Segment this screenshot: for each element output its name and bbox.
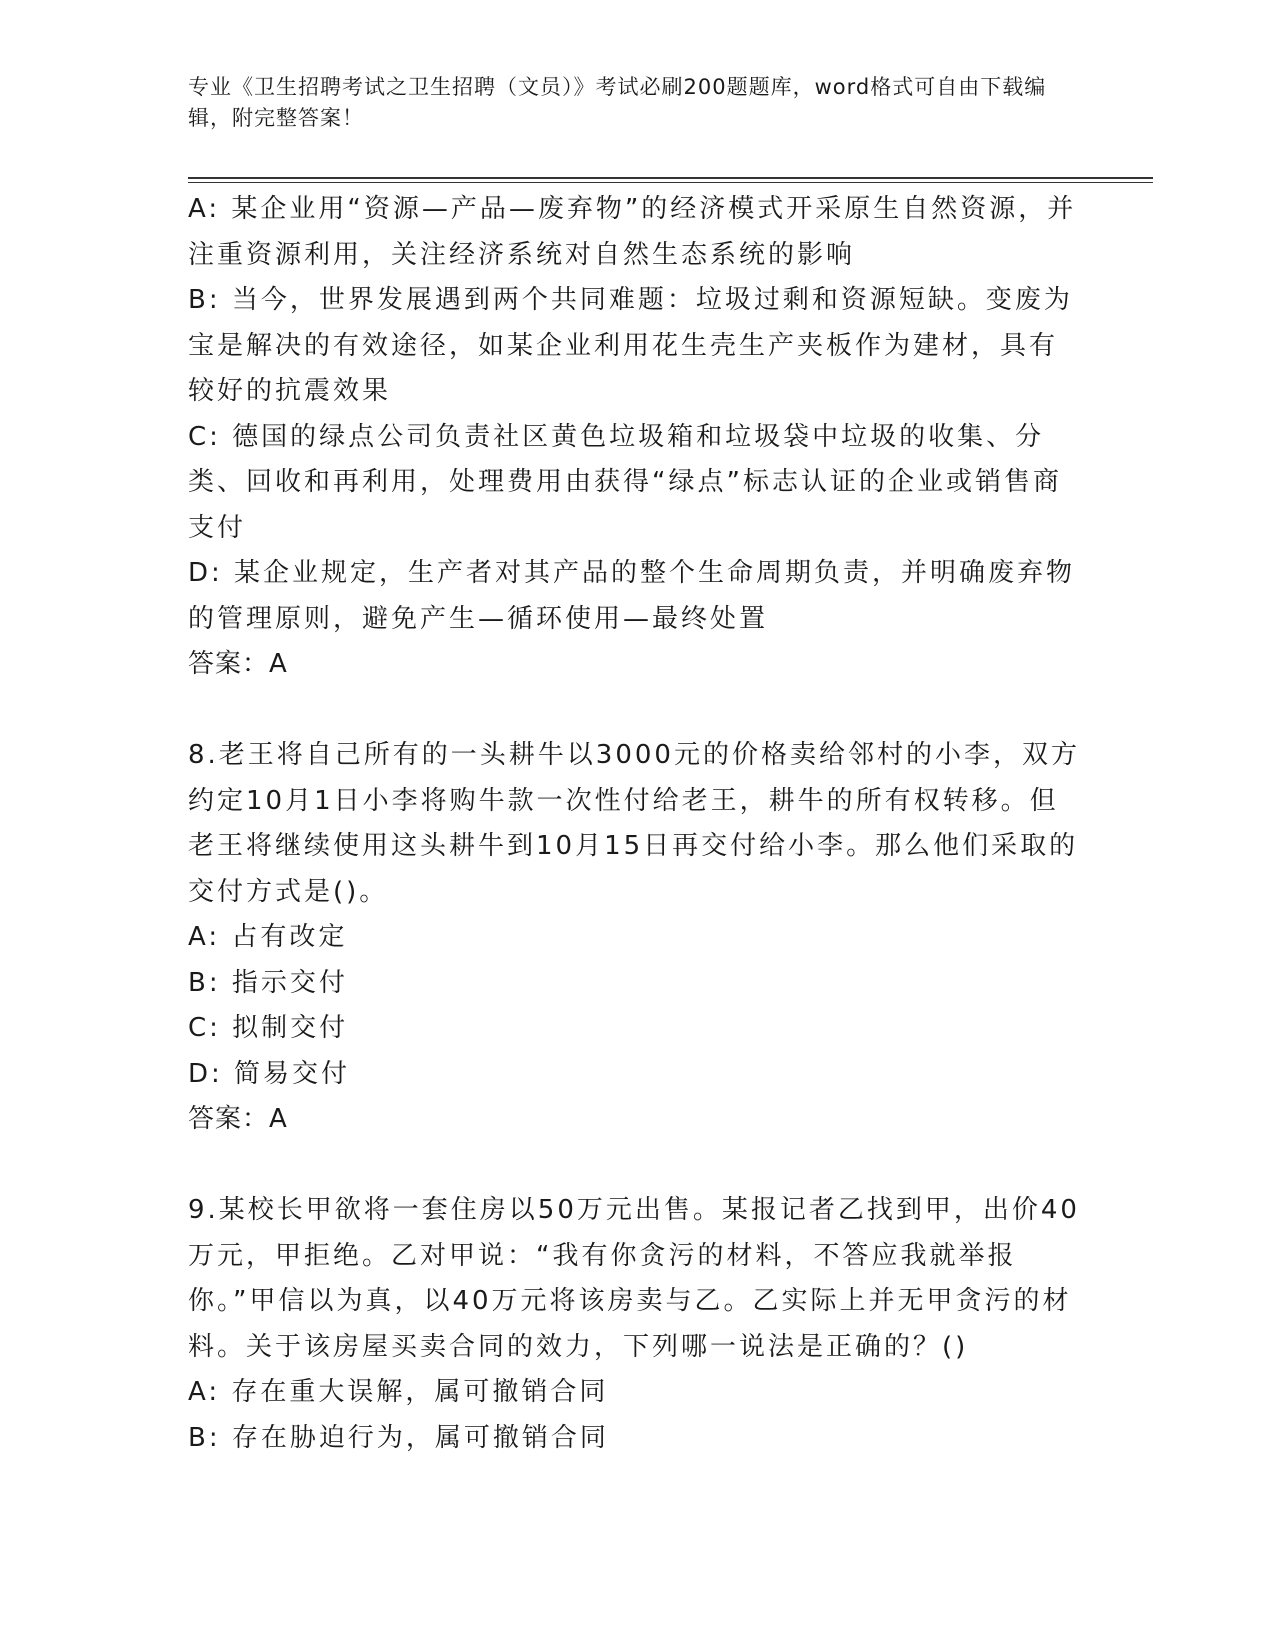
question-9 <box>188 1188 1083 1461</box>
answer: 答案：A <box>188 1104 288 1134</box>
spacer <box>188 1143 1083 1189</box>
option-b: B: 指示交付 <box>188 967 348 998</box>
document-body <box>188 187 1083 1461</box>
document-header: 专业《卫生招聘考试之卫生招聘（文员）》考试必刷200题题库，word格式可自由下载编辑，附完整答案！ <box>188 75 1047 130</box>
option-a: A: 占有改定 <box>188 922 348 952</box>
question-stem: 9.某校长甲欲将一套住房以50万元出售。某报记者乙找到甲，出价40万元，甲拒绝。乙对甲说：“我有你贪污的材料，不答应我就举报你。”甲信以为真，以40万元将该房卖与乙。乙实际上并无甲贪污的材料。关于该房屋买卖合同的效力，下列哪一说法是正确的？() <box>188 1195 1080 1362</box>
option-c: C: 德国的绿点公司负责社区黄色垃圾箱和垃圾袋中垃圾的收集、分类、回收和再利用，处理费用由获得“绿点”标志认证的企业或销售商支付 <box>188 421 1062 543</box>
option-d: D: 某企业规定，生产者对其产品的整个生命周期负责，并明确废弃物的管理原则，避免产生—循环使用—最终处置 <box>188 558 1076 634</box>
header-rule-thick <box>188 177 1153 179</box>
answer: 答案：A <box>188 649 288 679</box>
header-rule-thin <box>188 182 1153 183</box>
question-7 <box>188 187 1083 688</box>
question-8 <box>188 733 1083 1143</box>
option-b: B: 存在胁迫行为，属可撤销合同 <box>188 1422 609 1453</box>
option-a: A: 某企业用“资源—产品—废弃物”的经济模式开采原生自然资源，并注重资源利用，关注经济系统对自然生态系统的影响 <box>188 194 1077 270</box>
option-c: C: 拟制交付 <box>188 1013 349 1043</box>
question-stem: 8.老王将自己所有的一头耕牛以3000元的价格卖给邻村的小李，双方约定10月1日小李将购牛款一次性付给老王，耕牛的所有权转移。但老王将继续使用这头耕牛到10月15日再交付给小李。那么他们采取的交付方式是()。 <box>188 740 1080 907</box>
option-d: D: 简易交付 <box>188 1058 351 1089</box>
option-a: A: 存在重大误解，属可撤销合同 <box>188 1377 609 1407</box>
spacer <box>188 688 1083 734</box>
option-b: B: 当今，世界发展遇到两个共同难题：垃圾过剩和资源短缺。变废为宝是解决的有效途径，如某企业利用花生壳生产夹板作为建材，具有较好的抗震效果 <box>188 285 1073 406</box>
